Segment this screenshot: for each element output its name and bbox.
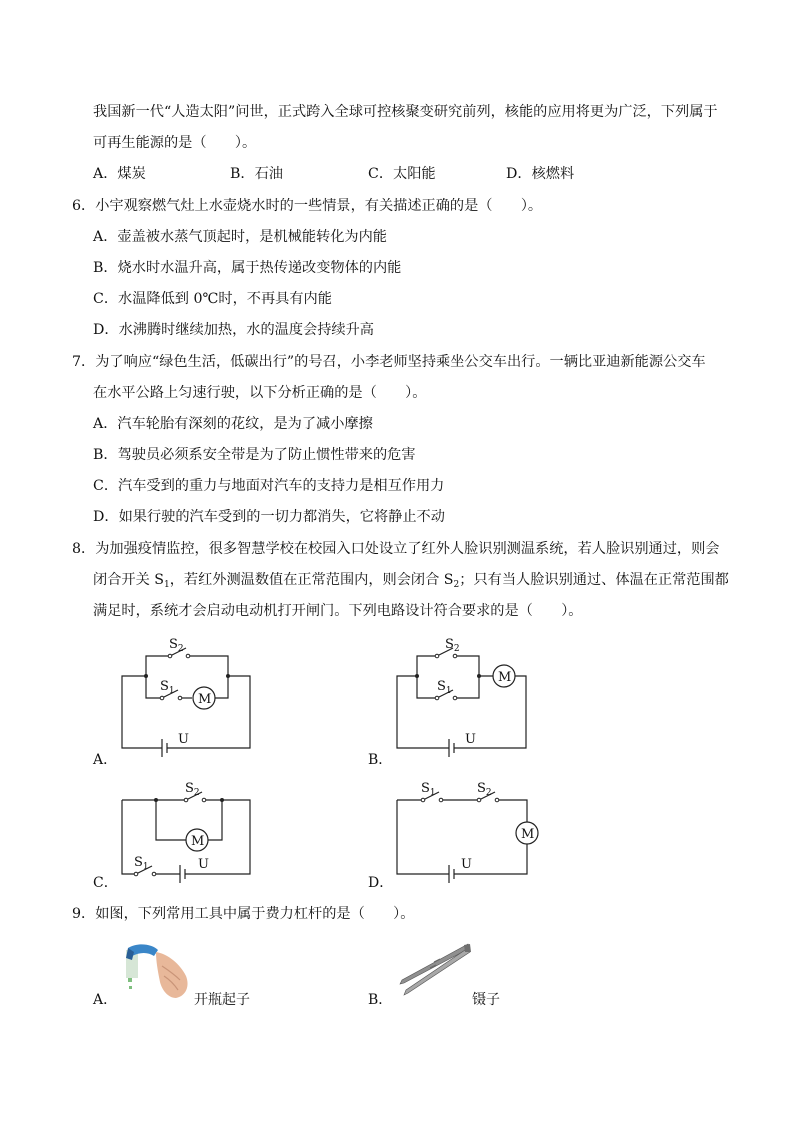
- q8-stem-line3: 满足时，系统才会启动电动机打开闸门。下列电路设计符合要求的是（ ）。: [93, 603, 583, 619]
- circuit-a-diagram: [118, 636, 258, 756]
- q7-stem-line1: 7．为了响应“绿色生活，低碳出行”的号召，小李老师坚持乘坐公交车出行。一辆比亚迪新能源公交车: [72, 354, 706, 370]
- q8-stem-line2: 闭合开关 $S_1$，若红外测温数值在正常范围内，则会闭合 $S_2$；只有当人脸识别通过、体温在正常范围都: [93, 572, 729, 590]
- q7-stem-line2: 在水平公路上匀速行驶，以下分析正确的是（ ）。: [93, 385, 427, 401]
- q7-option-a[interactable]: A．汽车轮胎有深刻的花纹，是为了减小摩擦: [93, 416, 373, 432]
- circuit-c-diagram: [118, 778, 258, 888]
- q7-option-d[interactable]: D．如果行驶的汽车受到的一切力都消失，它将静止不动: [93, 509, 445, 525]
- circuit-b-diagram: [393, 636, 533, 756]
- q5-stem-line1: 我国新一代“人造太阳”问世，正式跨入全球可控核聚变研究前列，核能的应用将更为广泛，下列属于: [93, 104, 718, 120]
- q5-option-c[interactable]: C．太阳能: [368, 166, 436, 182]
- q6-stem: 6．小宇观察燃气灶上水壶烧水时的一些情景，有关描述正确的是（ ）。: [72, 198, 543, 214]
- bottle-opener-image: [118, 940, 194, 1002]
- q5-option-b[interactable]: B．石油: [230, 166, 283, 182]
- svg-text:M: M: [521, 827, 535, 842]
- q5-option-d[interactable]: D．核燃料: [506, 166, 575, 182]
- circuit-d-diagram: [393, 778, 543, 888]
- svg-text:M: M: [498, 670, 512, 685]
- svg-text:M: M: [191, 834, 205, 849]
- q5-stem-line2: 可再生能源的是（ ）。: [93, 135, 257, 151]
- svg-text:M: M: [198, 692, 212, 707]
- q9-stem: 9．如图，下列常用工具中属于费力杠杆的是（ ）。: [72, 906, 415, 922]
- circuit-b-label[interactable]: B．: [368, 752, 393, 768]
- q8-stem-line1: 8．为加强疫情监控，很多智慧学校在校园入口处设立了红外人脸识别测温系统，若人脸识别通过，则会: [72, 541, 720, 557]
- q6-option-a[interactable]: A．壶盖被水蒸气顶起时，是机械能转化为内能: [93, 229, 387, 245]
- q6-option-b[interactable]: B．烧水时水温升高，属于热传递改变物体的内能: [93, 260, 402, 276]
- svg-text:S2: $S_2$: [185, 781, 200, 798]
- circuit-c-label[interactable]: C．: [93, 875, 118, 891]
- svg-text:S2: $S_2$: [477, 781, 492, 798]
- q9-option-b-name: 镊子: [472, 992, 500, 1008]
- q6-option-c[interactable]: C．水温降低到 0℃时，不再具有内能: [93, 291, 332, 307]
- svg-text:S1: $S_1$: [421, 781, 436, 798]
- tweezers-image: [394, 940, 474, 1002]
- svg-text:U: U: [178, 732, 189, 747]
- q9-option-b-letter[interactable]: B．: [368, 992, 393, 1008]
- q6-option-d[interactable]: D．水沸腾时继续加热，水的温度会持续升高: [93, 322, 374, 338]
- svg-text:S1: $S_1$: [160, 679, 175, 696]
- q9-option-a-letter[interactable]: A．: [93, 992, 118, 1008]
- q9-option-a-name: 开瓶起子: [194, 992, 250, 1008]
- svg-text:U: U: [461, 857, 472, 872]
- svg-text:U: U: [198, 857, 209, 872]
- circuit-d-label[interactable]: D．: [368, 875, 394, 891]
- q7-option-b[interactable]: B．驾驶员必须系安全带是为了防止惯性带来的危害: [93, 447, 416, 463]
- circuit-a-label[interactable]: A．: [93, 752, 118, 768]
- svg-text:S2: $S_2$: [169, 637, 184, 654]
- svg-text:S1: $S_1$: [437, 679, 452, 696]
- svg-text:S2: $S_2$: [445, 637, 460, 654]
- q7-option-c[interactable]: C．汽车受到的重力与地面对汽车的支持力是相互作用力: [93, 478, 445, 494]
- svg-text:S1: $S_1$: [134, 855, 149, 872]
- svg-text:U: U: [465, 732, 476, 747]
- q5-option-a[interactable]: A．煤炭: [93, 166, 146, 182]
